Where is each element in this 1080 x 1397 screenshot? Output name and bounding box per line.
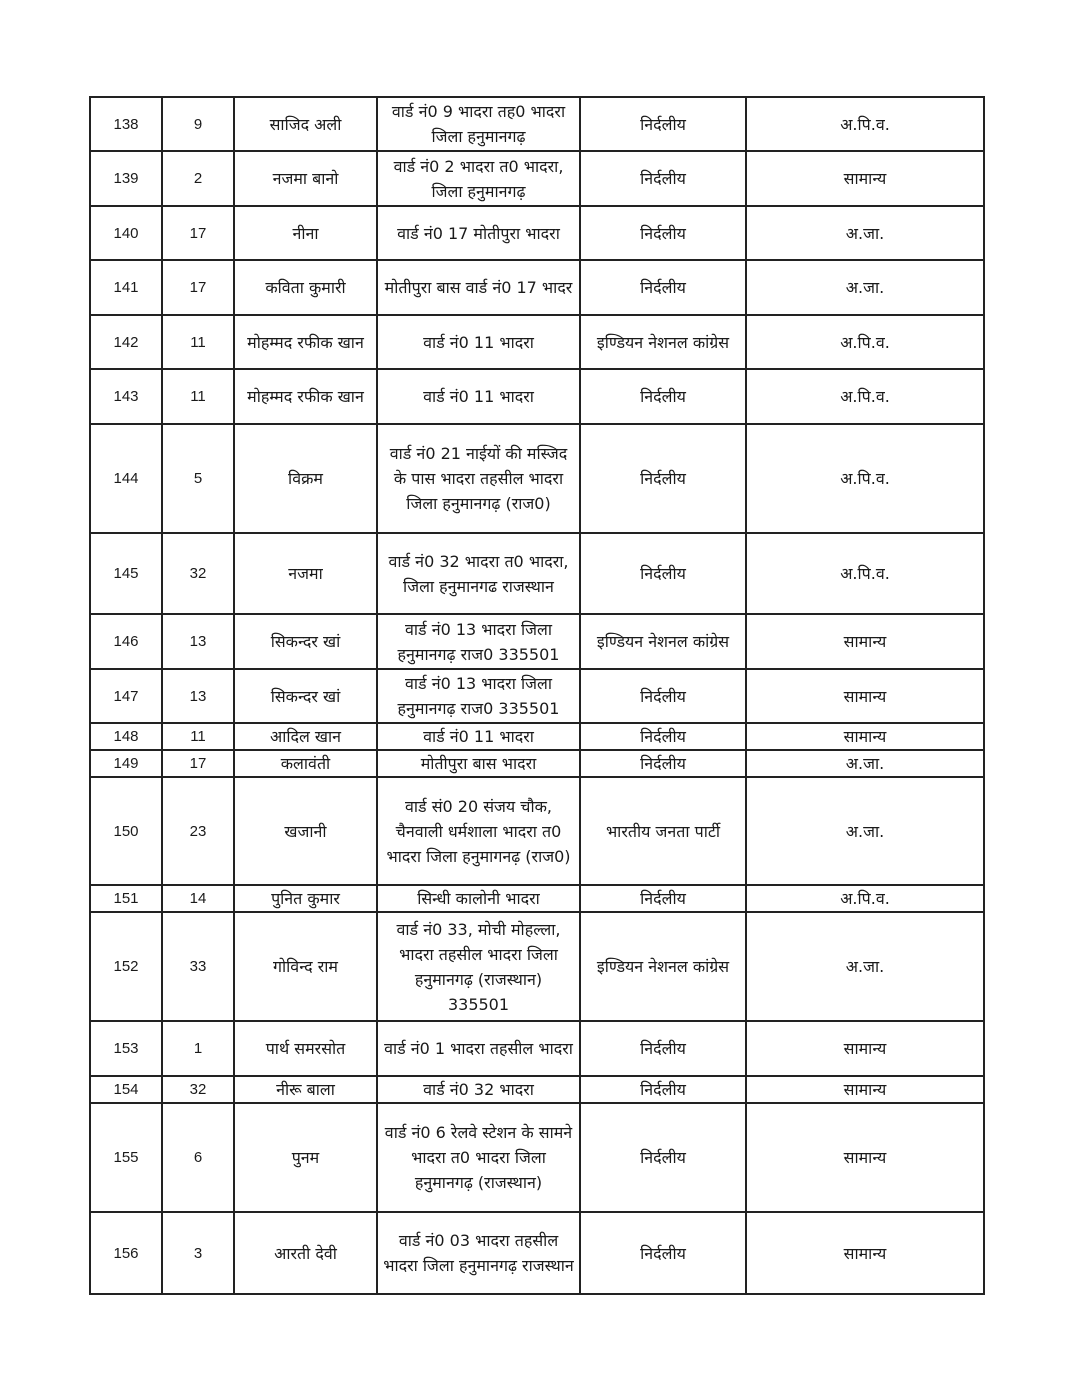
ward-number-cell: 13 [162, 669, 234, 723]
address-cell: वार्ड नं0 2 भादरा त0 भादरा, जिला हनुमानगढ़ [377, 151, 580, 206]
category-cell: अ.पि.व. [746, 885, 984, 912]
serial-number-cell: 142 [90, 315, 162, 369]
category-cell: सामान्य [746, 151, 984, 206]
candidate-name-cell: नीरू बाला [234, 1076, 377, 1103]
serial-number-cell: 139 [90, 151, 162, 206]
category-cell: सामान्य [746, 1021, 984, 1076]
address-cell: वार्ड नं0 11 भादरा [377, 315, 580, 369]
ward-number-cell: 17 [162, 206, 234, 260]
table-row [90, 1212, 984, 1294]
candidate-name-cell: मोहम्मद रफीक खान [234, 369, 377, 424]
table-row [90, 885, 984, 912]
candidate-name-cell: नजमा [234, 533, 377, 614]
table-row [90, 1076, 984, 1103]
category-cell: अ.जा. [746, 912, 984, 1021]
party-cell: निर्दलीय [580, 1212, 746, 1294]
party-cell: इण्डियन नेशनल कांग्रेस [580, 912, 746, 1021]
serial-number-cell: 153 [90, 1021, 162, 1076]
party-cell: निर्दलीय [580, 750, 746, 777]
address-cell: वार्ड नं0 13 भादरा जिला हनुमानगढ़ राज0 335501 [377, 669, 580, 723]
candidate-name-cell: नीना [234, 206, 377, 260]
party-cell: निर्दलीय [580, 369, 746, 424]
candidate-name-cell: आरती देवी [234, 1212, 377, 1294]
party-cell: निर्दलीय [580, 151, 746, 206]
category-cell: सामान्य [746, 723, 984, 750]
ward-number-cell: 11 [162, 369, 234, 424]
table-row [90, 614, 984, 669]
candidate-name-cell: खजानी [234, 777, 377, 885]
ward-number-cell: 32 [162, 1076, 234, 1103]
serial-number-cell: 154 [90, 1076, 162, 1103]
serial-number-cell: 146 [90, 614, 162, 669]
category-cell: सामान्य [746, 669, 984, 723]
candidate-name-cell: पार्थ समरसोत [234, 1021, 377, 1076]
ward-number-cell: 17 [162, 260, 234, 315]
address-cell: वार्ड नं0 21 नाईयों की मस्जिद के पास भादरा तहसील भादरा जिला हनुमानगढ़ (राज0) [377, 424, 580, 533]
table-row [90, 669, 984, 723]
ward-number-cell: 6 [162, 1103, 234, 1212]
serial-number-cell: 145 [90, 533, 162, 614]
category-cell: अ.जा. [746, 206, 984, 260]
serial-number-cell: 156 [90, 1212, 162, 1294]
ward-number-cell: 32 [162, 533, 234, 614]
serial-number-cell: 141 [90, 260, 162, 315]
address-cell: वार्ड नं0 11 भादरा [377, 723, 580, 750]
candidate-name-cell: साजिद अली [234, 97, 377, 151]
ward-number-cell: 9 [162, 97, 234, 151]
category-cell: अ.पि.व. [746, 369, 984, 424]
candidate-name-cell: गोविन्द राम [234, 912, 377, 1021]
address-cell: वार्ड नं0 03 भादरा तहसील भादरा जिला हनुमानगढ़ राजस्थान [377, 1212, 580, 1294]
ward-number-cell: 14 [162, 885, 234, 912]
address-cell: वार्ड नं0 33, मोची मोहल्ला, भादरा तहसील भादरा जिला हनुमानगढ़ (राजस्थान) 335501 [377, 912, 580, 1021]
table-row [90, 1103, 984, 1212]
candidate-name-cell: पुनम [234, 1103, 377, 1212]
category-cell: अ.जा. [746, 260, 984, 315]
table-row [90, 723, 984, 750]
category-cell: अ.जा. [746, 777, 984, 885]
category-cell: अ.जा. [746, 750, 984, 777]
ward-number-cell: 33 [162, 912, 234, 1021]
table-row [90, 369, 984, 424]
ward-number-cell: 2 [162, 151, 234, 206]
party-cell: भारतीय जनता पार्टी [580, 777, 746, 885]
ward-number-cell: 1 [162, 1021, 234, 1076]
table-row [90, 777, 984, 885]
candidate-name-cell: मोहम्मद रफीक खान [234, 315, 377, 369]
address-cell: वार्ड नं0 6 रेलवे स्टेशन के सामने भादरा त0 भादरा जिला हनुमानगढ़ (राजस्थान) [377, 1103, 580, 1212]
serial-number-cell: 151 [90, 885, 162, 912]
table-row [90, 1021, 984, 1076]
ward-number-cell: 3 [162, 1212, 234, 1294]
category-cell: सामान्य [746, 1212, 984, 1294]
party-cell: निर्दलीय [580, 533, 746, 614]
serial-number-cell: 152 [90, 912, 162, 1021]
address-cell: वार्ड नं0 32 भादरा [377, 1076, 580, 1103]
candidate-name-cell: कलावंती [234, 750, 377, 777]
address-cell: वार्ड नं0 11 भादरा [377, 369, 580, 424]
candidate-name-cell: नजमा बानो [234, 151, 377, 206]
category-cell: सामान्य [746, 614, 984, 669]
ward-number-cell: 5 [162, 424, 234, 533]
serial-number-cell: 147 [90, 669, 162, 723]
party-cell: निर्दलीय [580, 1103, 746, 1212]
ward-number-cell: 23 [162, 777, 234, 885]
party-cell: निर्दलीय [580, 885, 746, 912]
address-cell: वार्ड नं0 1 भादरा तहसील भादरा [377, 1021, 580, 1076]
party-cell: निर्दलीय [580, 260, 746, 315]
table-row [90, 533, 984, 614]
category-cell: सामान्य [746, 1103, 984, 1212]
serial-number-cell: 149 [90, 750, 162, 777]
category-cell: अ.पि.व. [746, 533, 984, 614]
address-cell: वार्ड नं0 17 मोतीपुरा भादरा [377, 206, 580, 260]
table-row [90, 206, 984, 260]
ward-number-cell: 11 [162, 315, 234, 369]
table-row [90, 750, 984, 777]
party-cell: इण्डियन नेशनल कांग्रेस [580, 614, 746, 669]
table-row [90, 424, 984, 533]
category-cell: अ.पि.व. [746, 97, 984, 151]
serial-number-cell: 148 [90, 723, 162, 750]
address-cell: मोतीपुरा बास वार्ड नं0 17 भादर [377, 260, 580, 315]
ward-number-cell: 13 [162, 614, 234, 669]
party-cell: निर्दलीय [580, 206, 746, 260]
party-cell: इण्डियन नेशनल कांग्रेस [580, 315, 746, 369]
party-cell: निर्दलीय [580, 1076, 746, 1103]
table-row [90, 912, 984, 1021]
serial-number-cell: 140 [90, 206, 162, 260]
candidate-name-cell: सिकन्दर खां [234, 669, 377, 723]
candidate-name-cell: सिकन्दर खां [234, 614, 377, 669]
address-cell: वार्ड नं0 13 भादरा जिला हनुमानगढ़ राज0 335501 [377, 614, 580, 669]
party-cell: निर्दलीय [580, 669, 746, 723]
serial-number-cell: 144 [90, 424, 162, 533]
candidate-name-cell: आदिल खान [234, 723, 377, 750]
candidate-name-cell: विक्रम [234, 424, 377, 533]
serial-number-cell: 150 [90, 777, 162, 885]
party-cell: निर्दलीय [580, 1021, 746, 1076]
address-cell: सिन्धी कालोनी भादरा [377, 885, 580, 912]
address-cell: वार्ड नं0 32 भादरा त0 भादरा, जिला हनुमानगढ राजस्थान [377, 533, 580, 614]
address-cell: वार्ड सं0 20 संजय चौक, चैनवाली धर्मशाला भादरा त0 भादरा जिला हनुमागनढ़ (राज0) [377, 777, 580, 885]
candidate-name-cell: पुनित कुमार [234, 885, 377, 912]
category-cell: अ.पि.व. [746, 424, 984, 533]
table-row [90, 260, 984, 315]
party-cell: निर्दलीय [580, 723, 746, 750]
serial-number-cell: 138 [90, 97, 162, 151]
table-row [90, 315, 984, 369]
address-cell: वार्ड नं0 9 भादरा तह0 भादरा जिला हनुमानगढ़ [377, 97, 580, 151]
candidate-table [89, 96, 985, 1295]
candidate-name-cell: कविता कुमारी [234, 260, 377, 315]
party-cell: निर्दलीय [580, 97, 746, 151]
party-cell: निर्दलीय [580, 424, 746, 533]
address-cell: मोतीपुरा बास भादरा [377, 750, 580, 777]
ward-number-cell: 11 [162, 723, 234, 750]
serial-number-cell: 143 [90, 369, 162, 424]
category-cell: सामान्य [746, 1076, 984, 1103]
serial-number-cell: 155 [90, 1103, 162, 1212]
table-row [90, 151, 984, 206]
candidate-table-body [90, 97, 984, 1294]
table-row [90, 97, 984, 151]
category-cell: अ.पि.व. [746, 315, 984, 369]
ward-number-cell: 17 [162, 750, 234, 777]
